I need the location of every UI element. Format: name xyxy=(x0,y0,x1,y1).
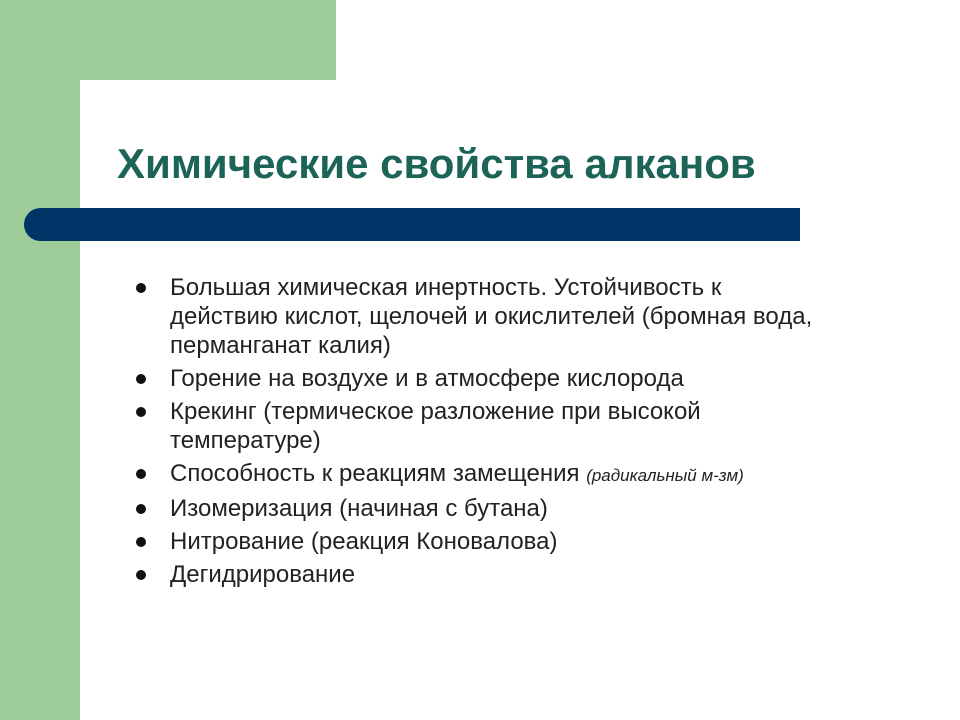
bullet-item xyxy=(0,273,820,360)
bullet-dot-icon xyxy=(136,537,146,547)
bullet-item xyxy=(0,364,820,393)
bullet-dot-icon xyxy=(136,374,146,384)
bullet-item xyxy=(0,494,820,523)
slide-title: Химические свойства алканов xyxy=(117,140,756,187)
bullet-item xyxy=(0,560,820,589)
bullet-text: Крекинг (термическое разложение при высокой температуре) xyxy=(170,398,701,454)
bullet-item xyxy=(0,527,820,556)
bullet-dot-icon xyxy=(136,504,146,514)
bullet-dot-icon xyxy=(136,407,146,417)
bullet-text: Нитрование (реакция Коновалова) xyxy=(170,528,558,555)
bullet-text: Изомеризация (начиная с бутана) xyxy=(170,495,548,522)
bullet-note: (радикальный м-зм) xyxy=(586,466,744,485)
bullet-list xyxy=(0,273,960,593)
bullet-dot-icon xyxy=(136,570,146,580)
bullet-text: Горение на воздухе и в атмосфере кислорода xyxy=(170,365,684,392)
bullet-text: Большая химическая инертность. Устойчивость к действию кислот, щелочей и окислителей (бромная вода, перманганат калия) xyxy=(170,274,813,359)
bullet-text: Дегидрирование xyxy=(170,561,356,588)
bullet-dot-icon xyxy=(136,469,146,479)
bullet-dot-icon xyxy=(136,283,146,293)
bullet-text: Способность к реакциям замещения xyxy=(170,460,587,487)
bullet-item xyxy=(0,397,820,455)
title-underline-bar xyxy=(24,208,800,241)
bullet-item xyxy=(0,459,820,490)
